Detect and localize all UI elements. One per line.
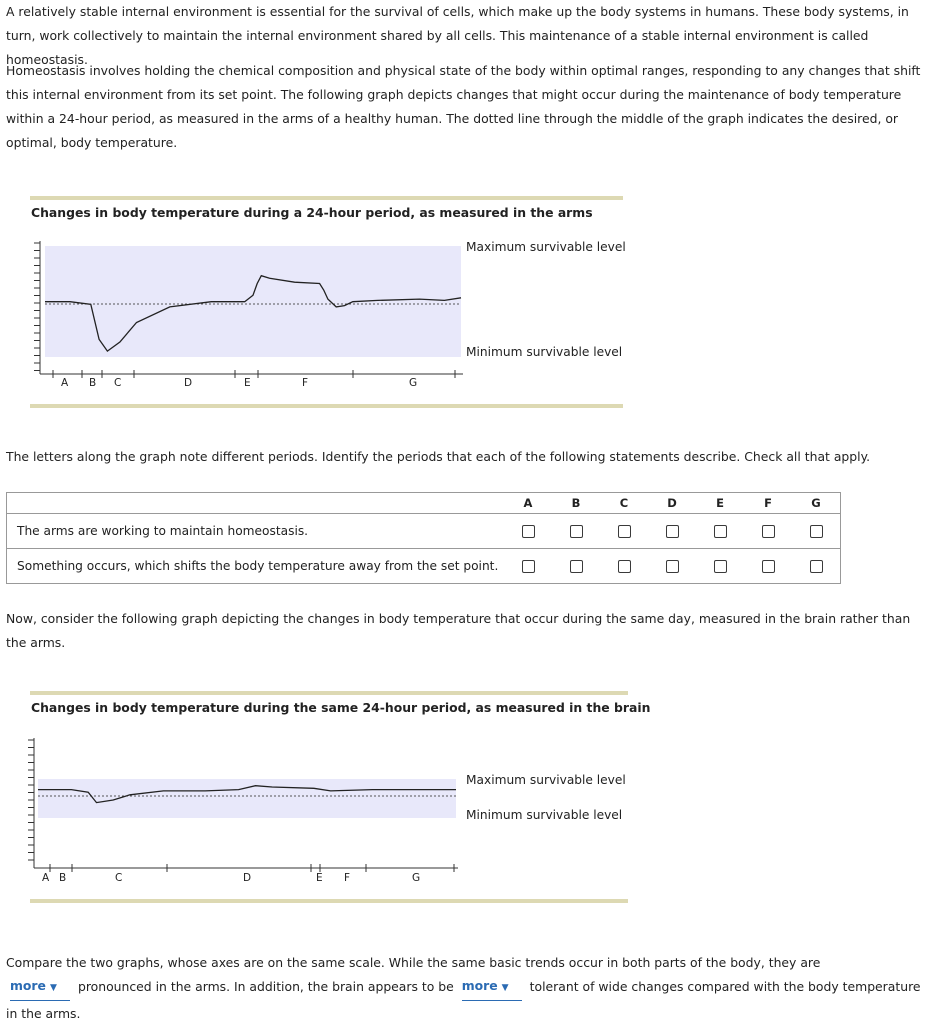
checkbox-row2-b[interactable] bbox=[570, 560, 583, 573]
column-header-g: G bbox=[792, 493, 841, 514]
column-header-e: E bbox=[696, 493, 744, 514]
graph-brain-label-b: B bbox=[59, 872, 67, 884]
graph-arms-max-label: Maximum survivable level bbox=[466, 240, 626, 254]
checkbox-row1-d[interactable] bbox=[666, 525, 679, 538]
checkbox-row1-g[interactable] bbox=[810, 525, 823, 538]
question-table bbox=[6, 492, 841, 584]
graph-brain-label-f: F bbox=[344, 872, 351, 884]
graph-arms-bottom-rule bbox=[30, 404, 623, 408]
question-table-header bbox=[7, 493, 841, 514]
checkbox-row1-e[interactable] bbox=[714, 525, 727, 538]
statement-maintain-homeostasis: The arms are working to maintain homeostasis. bbox=[7, 514, 505, 549]
instruction-text: The letters along the graph note different periods. Identify the periods that each of the following statements describe. Check all that apply. bbox=[6, 449, 871, 464]
graph-brain-survivable-band bbox=[38, 779, 456, 818]
column-header-a: A bbox=[504, 493, 552, 514]
graph-arms-label-d: D bbox=[184, 377, 193, 389]
chevron-down-icon: ▼ bbox=[49, 983, 57, 993]
graph-arms-chart bbox=[30, 238, 630, 393]
graph-brain-min-label: Minimum survivable level bbox=[466, 808, 623, 822]
graph-brain-bottom-rule bbox=[30, 899, 628, 903]
question-table-empty-header bbox=[7, 493, 505, 514]
graph-arms-label-c: C bbox=[114, 377, 122, 389]
checkbox-row2-e[interactable] bbox=[714, 560, 727, 573]
dropdown-pronounced[interactable] bbox=[10, 974, 70, 1001]
graph-arms-label-e: E bbox=[244, 377, 251, 389]
checkbox-row2-f[interactable] bbox=[762, 560, 775, 573]
conclusion-part3: tolerant of wide changes compared with the body temperature in the arms. bbox=[6, 979, 921, 1021]
graph-brain-max-label: Maximum survivable level bbox=[466, 773, 626, 787]
conclusion-part2: pronounced in the arms. In addition, the brain appears to be bbox=[77, 979, 454, 994]
table-row bbox=[7, 549, 841, 584]
intro-paragraph-2: Homeostasis involves holding the chemical composition and physical state of the body within optimal ranges, responding to any changes that shift this internal environment from its set point. The following graph depicts changes that might occur during the maintenance of body temperature within a 24-hour period, as measured in the arms of a healthy human. The dotted line through the middle of the graph indicates the desired, or optimal, body temperature. bbox=[6, 63, 921, 150]
intro-paragraph-1: A relatively stable internal environment is essential for the survival of cells, which make up the body systems in humans. These body systems, in turn, work collectively to maintain the internal environment shared by all cells. This maintenance of a stable internal environment is called homeostasis. bbox=[6, 4, 909, 67]
conclusion-paragraph bbox=[6, 951, 931, 1026]
graph-arms-title: Changes in body temperature during a 24-hour period, as measured in the arms bbox=[31, 205, 593, 220]
graph-arms-label-g: G bbox=[409, 377, 418, 389]
checkbox-row2-c[interactable] bbox=[618, 560, 631, 573]
graph-arms-label-f: F bbox=[302, 377, 309, 389]
checkbox-row1-f[interactable] bbox=[762, 525, 775, 538]
column-header-f: F bbox=[744, 493, 792, 514]
graph-brain-label-a: A bbox=[42, 872, 50, 884]
column-header-d: D bbox=[648, 493, 696, 514]
graph-brain-label-c: C bbox=[115, 872, 123, 884]
graph-brain-title: Changes in body temperature during the same 24-hour period, as measured in the brain bbox=[31, 700, 651, 715]
graph-arms-min-label: Minimum survivable level bbox=[466, 345, 623, 359]
graph-brain-label-d: D bbox=[243, 872, 252, 884]
chevron-down-icon: ▼ bbox=[501, 983, 509, 993]
checkbox-row1-c[interactable] bbox=[618, 525, 631, 538]
graph-arms-top-rule bbox=[30, 196, 623, 200]
statement-shift-from-set-point: Something occurs, which shifts the body temperature away from the set point. bbox=[7, 549, 505, 584]
dropdown-tolerant-value: more bbox=[461, 978, 498, 993]
checkbox-row2-d[interactable] bbox=[666, 560, 679, 573]
checkbox-row1-a[interactable] bbox=[522, 525, 535, 538]
graph-arms-survivable-band bbox=[45, 246, 461, 357]
conclusion-part1: Compare the two graphs, whose axes are on the same scale. While the same basic trends occur in both parts of the body, they are bbox=[6, 955, 821, 970]
checkbox-row2-a[interactable] bbox=[522, 560, 535, 573]
graph-arms-label-a: A bbox=[61, 377, 69, 389]
table-row bbox=[7, 514, 841, 549]
column-header-c: C bbox=[600, 493, 648, 514]
dropdown-pronounced-value: more bbox=[10, 978, 46, 993]
transition-text: Now, consider the following graph depicting the changes in body temperature that occur during the same day, measured in the brain rather than the arms. bbox=[6, 611, 911, 650]
column-header-b: B bbox=[552, 493, 600, 514]
graph-arms-label-b: B bbox=[89, 377, 97, 389]
graph-brain-chart bbox=[28, 735, 468, 890]
dropdown-tolerant[interactable] bbox=[462, 974, 522, 1001]
checkbox-row2-g[interactable] bbox=[810, 560, 823, 573]
checkbox-row1-b[interactable] bbox=[570, 525, 583, 538]
graph-brain-label-g: G bbox=[412, 872, 421, 884]
graph-brain-top-rule bbox=[30, 691, 628, 695]
graph-brain-label-e: E bbox=[316, 872, 323, 884]
